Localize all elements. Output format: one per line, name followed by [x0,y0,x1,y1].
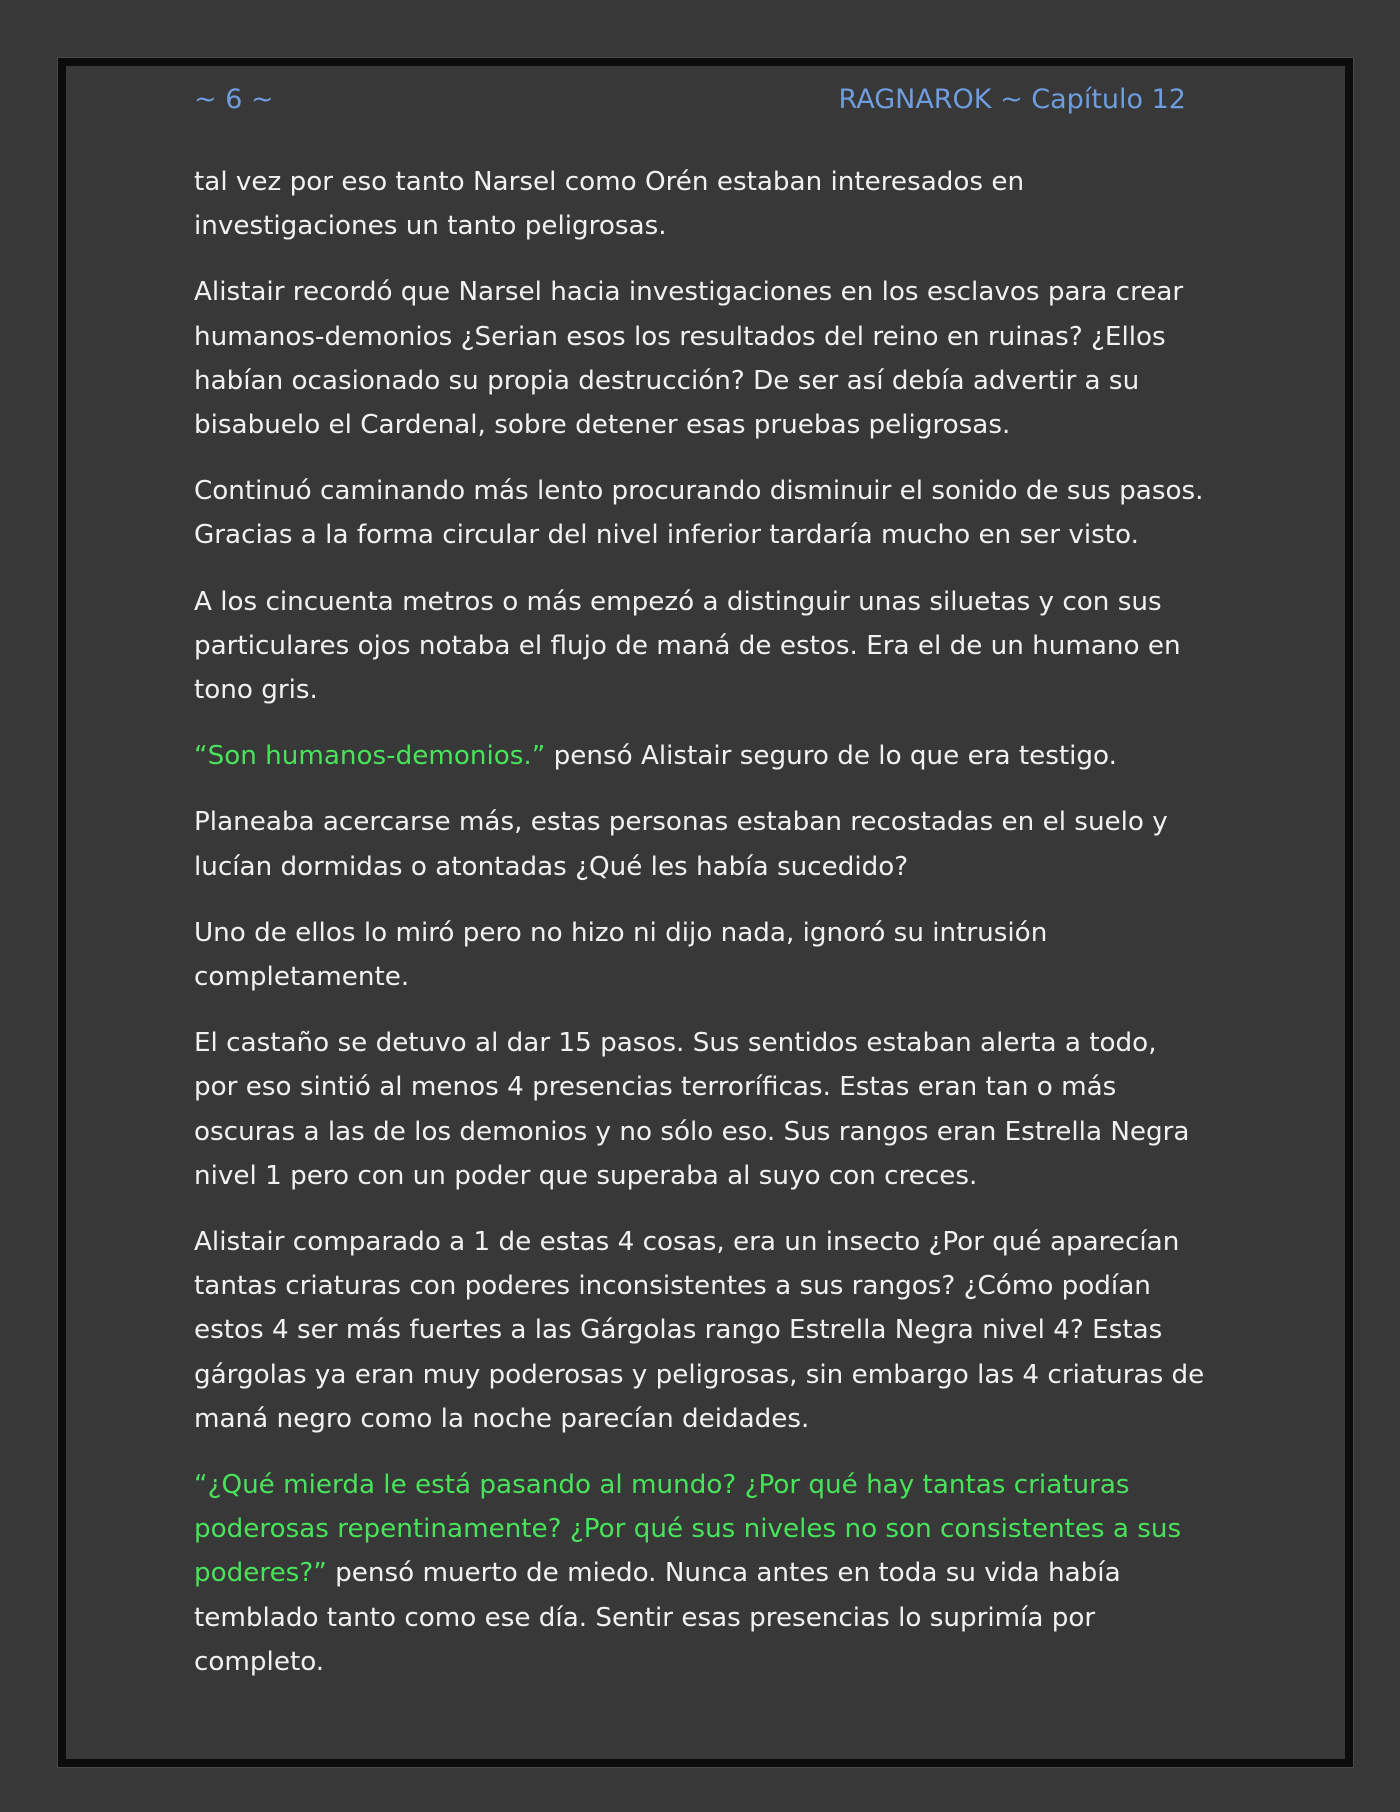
paragraph-7 [194,911,1206,999]
narration: pensó Alistair seguro de lo que era testigo. [545,741,1117,772]
paragraph-9 [194,1220,1206,1441]
narration: Planeaba acercarse más, estas personas estaban recostadas en el suelo y lucían dormidas o atontadas ¿Qué les había sucedido? [194,807,1168,882]
paragraph-5 [194,734,1206,778]
character-thought: “Son humanos-demonios.” [194,741,546,772]
paragraph-2 [194,270,1206,447]
paragraph-4 [194,580,1206,713]
narration: A los cincuenta metros o más empezó a distinguir unas siluetas y con sus particulares ojos notaba el flujo de maná de estos. Era el de un humano en tono gris. [194,586,1181,706]
chapter-text [194,160,1206,1706]
page-header [194,84,1186,124]
paragraph-6 [194,800,1206,888]
page-number: ~ 6 ~ [194,84,274,115]
narration: pensó muerto de miedo. Nunca antes en toda su vida había temblado tanto como ese día. Sentir esas presencias lo suprimía por completo. [194,1558,1121,1677]
narration: Alistair recordó que Narsel hacia investigaciones en los esclavos para crear humanos-demonios ¿Serian esos los resultados del reino en ruinas? ¿Ellos habían ocasionado su propia destrucción? De ser así debía advertir a su bisabuelo el Cardenal, sobre detener esas pruebas peligrosas. [194,277,1184,441]
paragraph-10 [194,1463,1206,1684]
paragraph-8 [194,1021,1206,1198]
character-thought: “¿Qué mierda le está pasando al mundo? ¿Por qué hay tantas criaturas poderosas repentinamente? ¿Por qué sus niveles no son consistentes a sus poderes?” [194,1470,1182,1589]
narration: Alistair comparado a 1 de estas 4 cosas, era un insecto ¿Por qué aparecían tantas criaturas con poderes inconsistentes a sus rangos? ¿Cómo podían estos 4 ser más fuertes a las Gárgolas rango Estrella Negra nivel 4? Estas gárgolas ya eran muy poderosas y peligrosas, sin embargo las 4 criaturas de maná negro como la noche parecían deidades. [194,1227,1205,1434]
chapter-title: RAGNAROK ~ Capítulo 12 [838,84,1186,115]
narration: Continuó caminando más lento procurando disminuir el sonido de sus pasos. Gracias a la forma circular del nivel inferior tardaría mucho en ser visto. [194,476,1204,551]
narration: tal vez por eso tanto Narsel como Orén estaban interesados en investigaciones un tanto peligrosas. [194,167,1025,242]
paragraph-1 [194,160,1206,248]
narration: El castaño se detuvo al dar 15 pasos. Sus sentidos estaban alerta a todo, por eso sintió al menos 4 presencias terroríficas. Estas eran tan o más oscuras a las de los demonios y no sólo eso. Sus rangos eran Estrella Negra nivel 1 pero con un poder que superaba al suyo con creces. [194,1028,1190,1191]
paragraph-3 [194,469,1206,557]
narration: Uno de ellos lo miró pero no hizo ni dijo nada, ignoró su intrusión completamente. [194,917,1048,993]
